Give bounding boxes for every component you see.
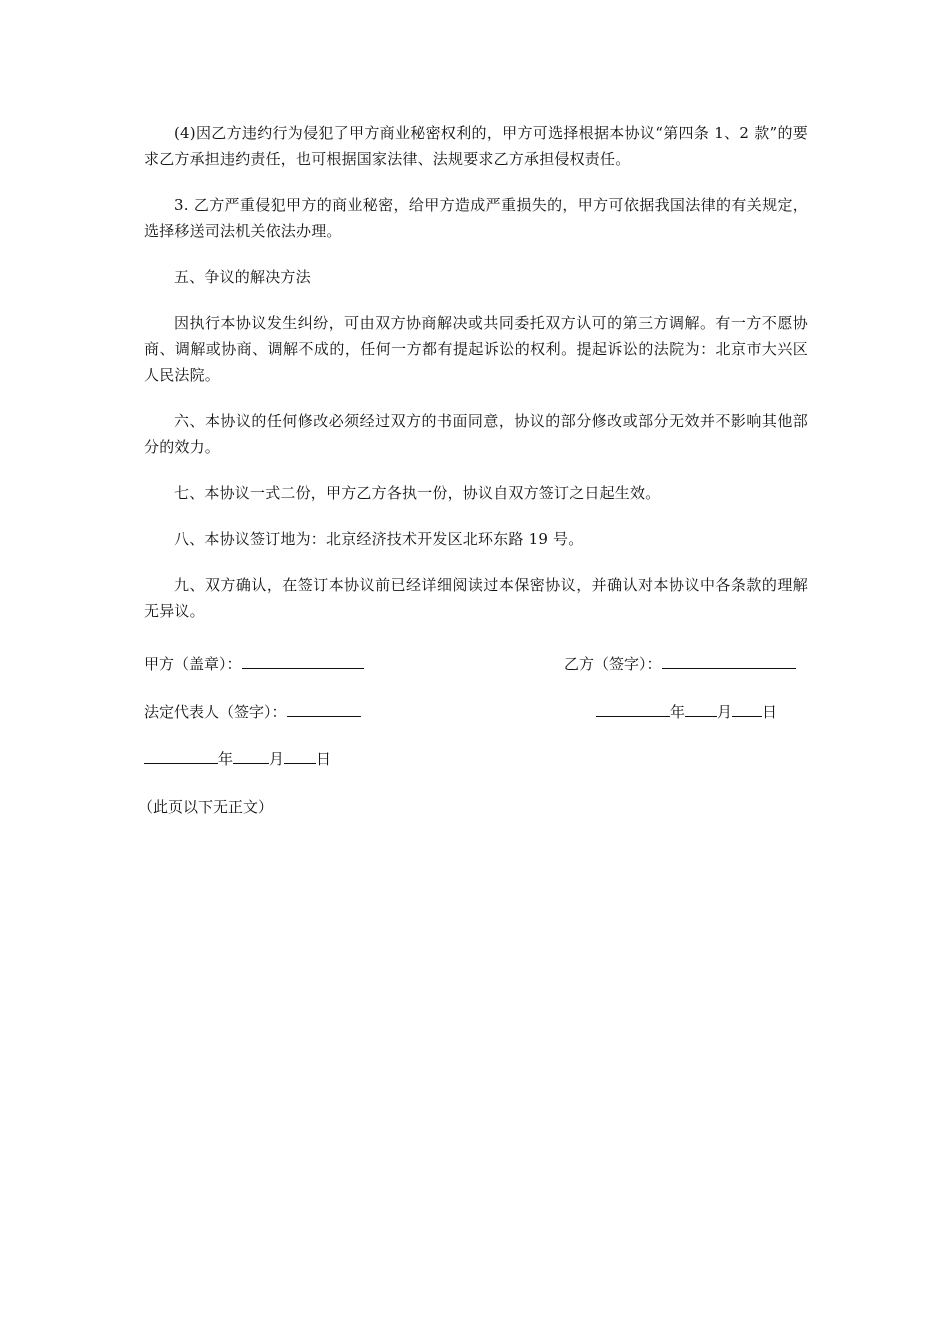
legal-rep-signature-line[interactable] [287, 700, 361, 717]
party-b-month-label: 月 [717, 703, 733, 721]
legal-rep-signature [144, 699, 361, 725]
party-a-signature [144, 651, 364, 677]
legal-rep-label: 法定代表人（签字）： [144, 703, 287, 721]
party-a-month-field[interactable] [233, 747, 269, 764]
paragraph-serious-infringement: 3. 乙方严重侵犯甲方的商业秘密，给甲方造成严重损失的，甲方可依据我国法律的有关规定，选择移送司法机关依法办理。 [144, 196, 808, 240]
paragraph-amendments: 六、本协议的任何修改必须经过双方的书面同意，协议的部分修改或部分无效并不影响其他部分的效力。 [144, 412, 808, 456]
end-note: （此页以下无正文） [138, 798, 274, 816]
party-b-year-field[interactable] [596, 700, 670, 717]
party-a-day-label: 日 [316, 750, 332, 768]
party-b-day-field[interactable] [732, 700, 762, 717]
paragraph-dispute-resolution: 因执行本协议发生纠纷，可由双方协商解决或共同委托双方认可的第三方调解。有一方不愿协商、调解或协商、调解不成的，任何一方都有提起诉讼的权利。提起诉讼的法院为：北京市大兴区人民法院。 [144, 314, 808, 384]
party-a-day-field[interactable] [284, 747, 316, 764]
party-b-label: 乙方（签字）： [564, 655, 662, 673]
document-body [144, 120, 808, 644]
party-b-day-label: 日 [762, 703, 778, 721]
heading-dispute-resolution: 五、争议的解决方法 [174, 268, 311, 286]
party-b-year-label: 年 [670, 703, 686, 721]
paragraph-signing-place: 八、本协议签订地为：北京经济技术开发区北环东路 19 号。 [174, 530, 584, 548]
party-a-year-field[interactable] [144, 747, 218, 764]
party-a-signature-line[interactable] [242, 652, 364, 669]
paragraph-confirmation: 九、双方确认，在签订本协议前已经详细阅读过本保密协议，并确认对本协议中各条款的理解无异议。 [144, 576, 808, 620]
party-a-year-label: 年 [218, 750, 234, 768]
paragraph-breach-liability: (4)因乙方违约行为侵犯了甲方商业秘密权利的，甲方可选择根据本协议“第四条 1、2 款”的要求乙方承担违约责任，也可根据国家法律、法规要求乙方承担侵权责任。 [144, 124, 808, 168]
party-a-label: 甲方（盖章）： [144, 655, 242, 673]
party-b-month-field[interactable] [685, 700, 717, 717]
party-a-date [144, 746, 331, 772]
party-b-signature-line[interactable] [662, 652, 796, 669]
paragraph-copies: 七、本协议一式二份，甲方乙方各执一份，协议自双方签订之日起生效。 [174, 484, 661, 502]
party-b-signature [564, 651, 796, 677]
party-b-date [596, 699, 777, 725]
party-a-month-label: 月 [269, 750, 285, 768]
